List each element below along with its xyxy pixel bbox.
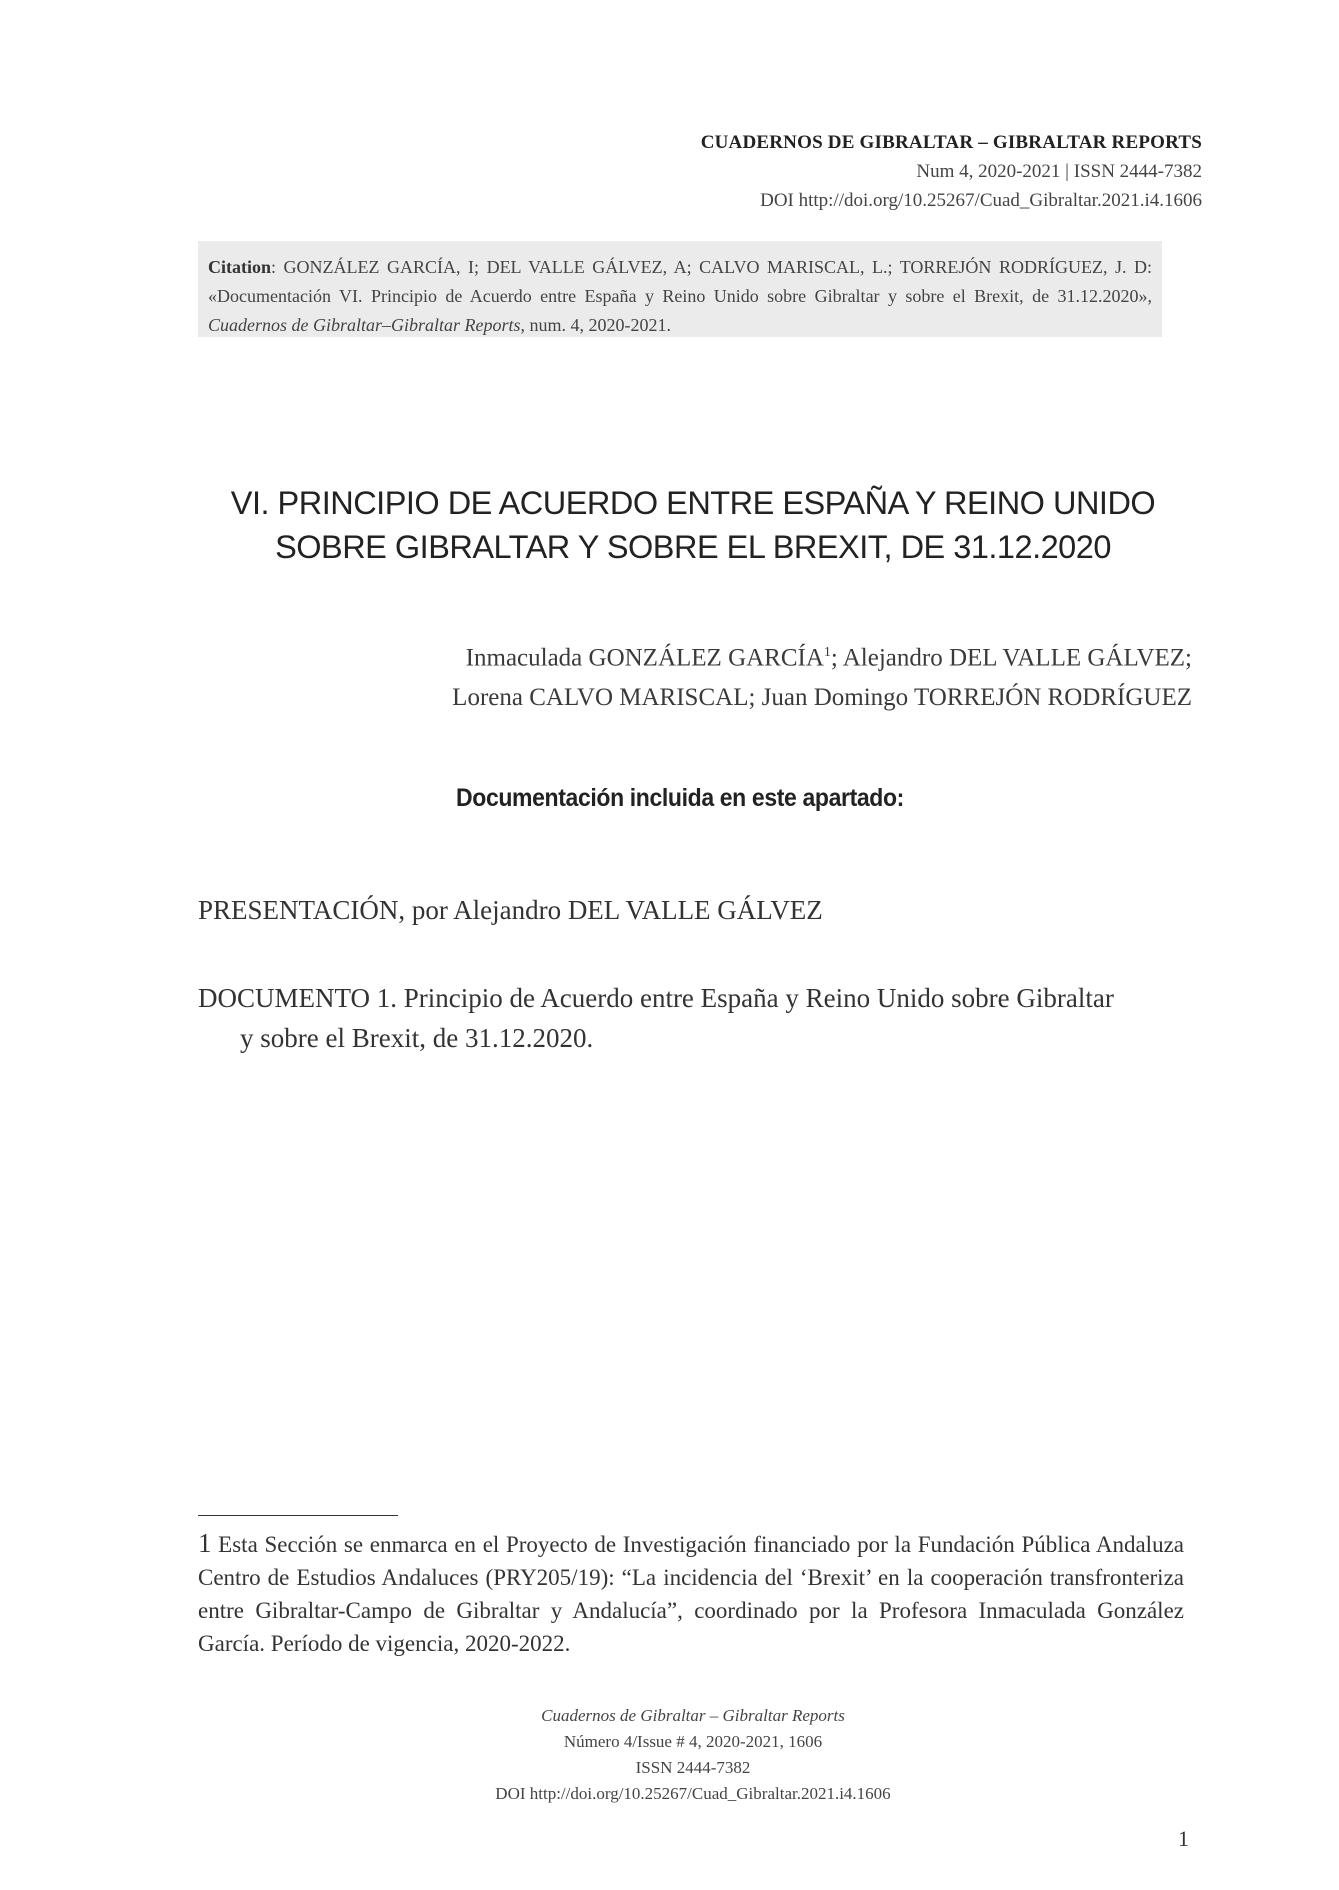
citation-text: : GONZÁLEZ GARCÍA, I; DEL VALLE GÁLVEZ, A; CALVO MARISCAL, L.; TORREJÓN RODRÍGUEZ, J. D: «Documentación VI. Principio de Acuerdo entre España y Reino Unido sobre Gibraltar y sobre el Brexit, de 31.12.2020», xyxy=(208,257,1152,306)
authors-line-2: Lorena CALVO MARISCAL; Juan Domingo TORREJÓN RODRÍGUEZ xyxy=(452,684,1192,712)
contents-item-presentation: PRESENTACIÓN, por Alejandro DEL VALLE GÁLVEZ xyxy=(198,895,823,925)
journal-header xyxy=(402,128,1202,215)
page-number: 1 xyxy=(1178,1826,1189,1851)
footnote-divider xyxy=(198,1515,398,1516)
journal-title: CUADERNOS DE GIBRALTAR – GIBRALTAR REPORTS xyxy=(700,132,1202,153)
title-line-1: VI. PRINCIPIO DE ACUERDO ENTRE ESPAÑA Y REINO UNIDO xyxy=(230,485,1156,521)
footer-journal: Cuadernos de Gibraltar – Gibraltar Reports xyxy=(541,1706,845,1725)
author-list xyxy=(232,633,1192,718)
citation-journal: Cuadernos de Gibraltar–Gibraltar Reports xyxy=(208,315,521,335)
citation-label: Citation xyxy=(208,257,271,277)
footnote-number: 1 xyxy=(198,1528,212,1558)
footer-issue: Número 4/Issue # 4, 2020-2021, 1606 xyxy=(563,1732,823,1751)
doi-line: DOI http://doi.org/10.25267/Cuad_Gibraltar.2021.i4.1606 xyxy=(760,190,1202,211)
footnote-text: Esta Sección se enmarca en el Proyecto de Investigación financiado por la Fundación Pública Andaluza Centro de Estudios Andaluces (PRY205/19): “La incidencia del ‘Brexit’ en la cooperación transfronteriza entre Gibraltar-Campo de Gibraltar y Andalucía”, coordinado por la Profesora Inmaculada González García. Período de vigencia, 2020-2022. xyxy=(198,1532,1184,1656)
author-name: Inmaculada GONZÁLEZ GARCÍA xyxy=(465,644,824,672)
section-heading: Documentación incluida en este apartado: xyxy=(456,784,904,812)
footer-doi: DOI http://doi.org/10.25267/Cuad_Gibraltar.2021.i4.1606 xyxy=(495,1784,891,1803)
footnote-marker: 1 xyxy=(823,645,831,660)
footnote xyxy=(198,1527,1184,1660)
author-names: ; Alejandro DEL VALLE GÁLVEZ; xyxy=(830,644,1192,672)
document-1-line-2: y sobre el Brexit, de 31.12.2020. xyxy=(240,1023,594,1053)
document-1-line-1: DOCUMENTO 1. Principio de Acuerdo entre España y Reino Unido sobre Gibraltar xyxy=(198,983,1114,1013)
issue-line: Num 4, 2020-2021 | ISSN 2444-7382 xyxy=(916,161,1202,182)
footer-issn: ISSN 2444-7382 xyxy=(635,1758,751,1777)
contents-item-document-1 xyxy=(198,978,1188,1058)
citation-box xyxy=(198,241,1162,337)
page-footer xyxy=(198,1703,1188,1807)
authors-line-1 xyxy=(232,633,1192,678)
title-line-2: SOBRE GIBRALTAR Y SOBRE EL BREXIT, DE 31.12.2020 xyxy=(275,529,1111,565)
paper-title xyxy=(198,481,1188,569)
citation-text-end: , num. 4, 2020-2021. xyxy=(520,315,672,335)
